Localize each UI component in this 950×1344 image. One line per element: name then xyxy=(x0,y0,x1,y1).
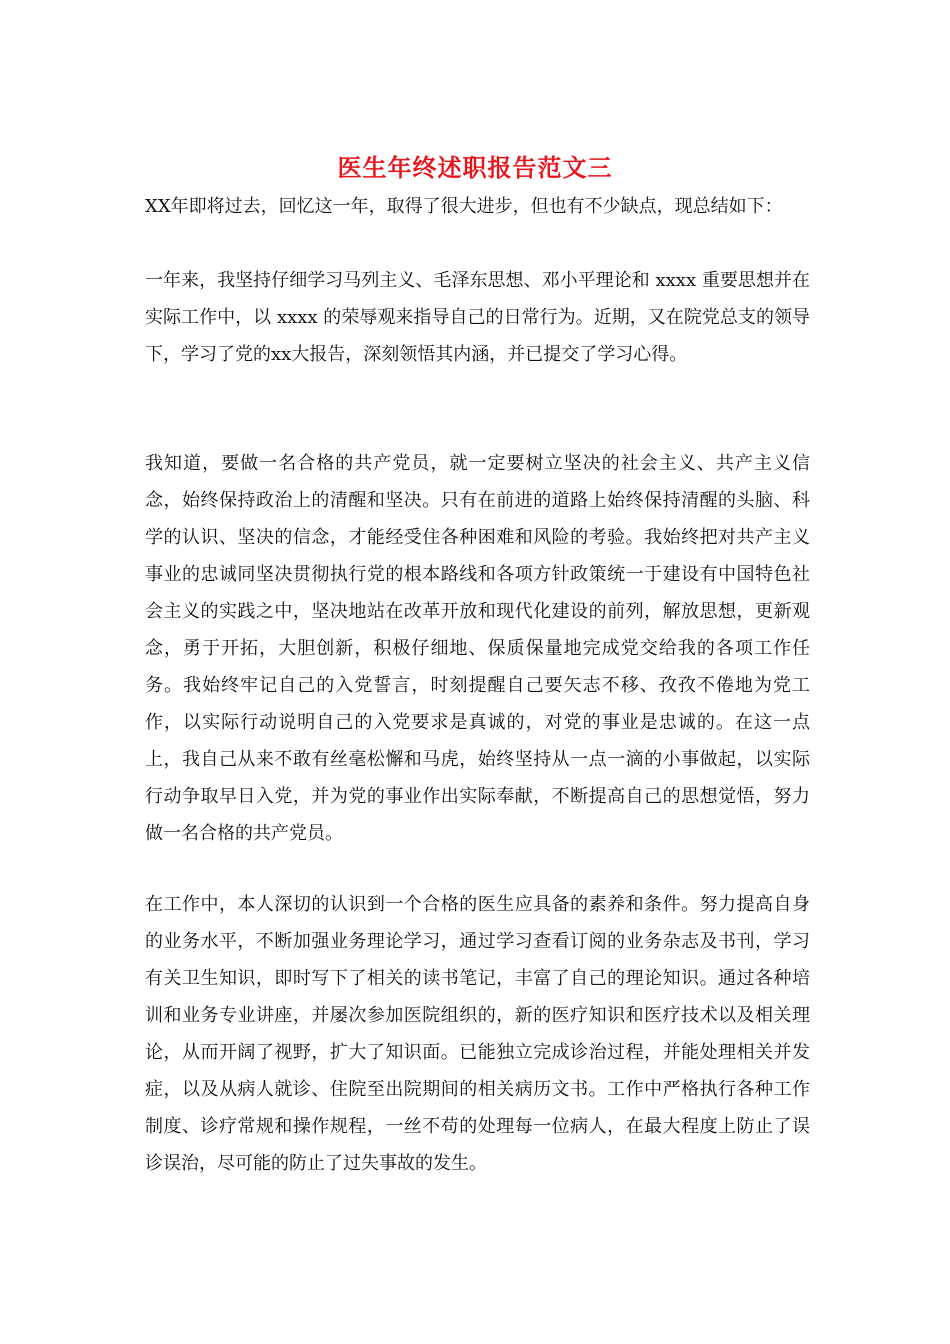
body-paragraph-1: 一年来，我坚持仔细学习马列主义、毛泽东思想、邓小平理论和 xxxx 重要思想并在实际工作中，以 xxxx 的荣辱观来指导自己的日常行为。近期，又在院党总支的领导下，学习了党的xx大报告，深刻领悟其内涵，并已提交了学习心得。 xyxy=(145,270,810,365)
intro-paragraph: XX年即将过去，回忆这一年，取得了很大进步，但也有不少缺点，现总结如下： xyxy=(145,196,783,217)
document-title: 医生年终述职报告范文三 xyxy=(337,153,613,182)
body-paragraph-2: 我知道，要做一名合格的共产党员，就一定要树立坚决的社会主义、共产主义信念，始终保持政治上的清醒和坚决。只有在前进的道路上始终保持清醒的头脑、科学的认识、坚决的信念，才能经受住各种困难和风险的考验。我始终把对共产主义事业的忠诚同坚决贯彻执行党的根本路线和各项方针政策统一于建设有中国特色社会主义的实践之中，坚决地站在改革开放和现代化建设的前列，解放思想，更新观念，勇于开拓，大胆创新，积极仔细地、保质保量地完成党交给我的各项工作任务。我始终牢记自己的入党誓言，时刻提醒自己要矢志不移、孜孜不倦地为党工作，以实际行动说明自己的入党要求是真诚的，对党的事业是忠诚的。在这一点上，我自己从来不敢有丝毫松懈和马虎，始终坚持从一点一滴的小事做起，以实际行动争取早日入党，并为党的事业作出实际奉献，不断提高自己的思想觉悟，努力做一名合格的共产党员。 xyxy=(145,453,810,844)
body-paragraph-3: 在工作中，本人深切的认识到一个合格的医生应具备的素养和条件。努力提高自身的业务水平，不断加强业务理论学习，通过学习查看订阅的业务杂志及书刊，学习有关卫生知识，即时写下了相关的读书笔记，丰富了自己的理论知识。通过各种培训和业务专业讲座，并屡次参加医院组织的，新的医疗知识和医疗技术以及相关理论，从而开阔了视野，扩大了知识面。已能独立完成诊治过程，并能处理相关并发症，以及从病人就诊、住院至出院期间的相关病历文书。工作中严格执行各种工作制度、诊疗常规和操作规程，一丝不苟的处理每一位病人，在最大程度上防止了误诊误治，尽可能的防止了过失事故的发生。 xyxy=(145,894,810,1174)
